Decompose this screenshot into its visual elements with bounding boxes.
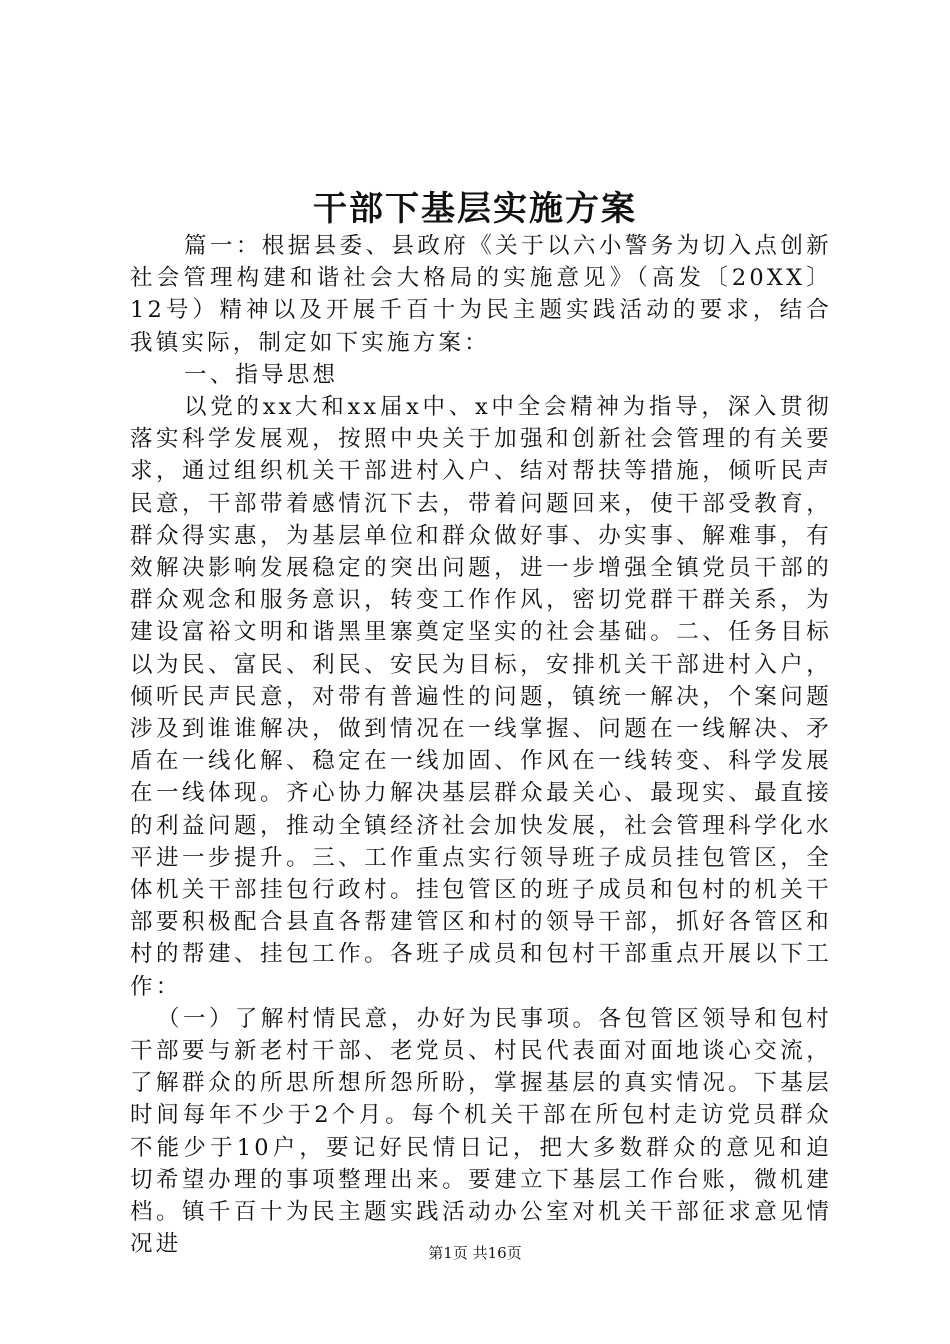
document-body — [130, 230, 832, 1261]
page-footer: 第1页 共16页 — [428, 1244, 522, 1262]
document-title: 干部下基层实施方案 — [313, 189, 637, 229]
heading-guiding-ideology: 一、指导思想 — [184, 361, 339, 388]
paragraph-guiding-ideology: 以党的xx大和xx届x中、x中全会精神为指导，深入贯彻落实科学发展观，按照中央关于加强和创新社会管理的有关要求，通过组织机关干部进村入户、结对帮扶等措施，倾听民声民意，干部带着感情沉下去，带着问题回来，使干部受教育，群众得实惠，为基层单位和群众做好事、办实事、解难事，有效解决影响发展稳定的突出问题，进一步增强全镇党员干部的群众观念和服务意识，转变工作作风，密切党群干群关系，为建设富裕文明和谐黑里寨奠定坚实的社会基础。二、任务目标以为民、富民、利民、安民为目标，安排机关干部进村入户，倾听民声民意，对带有普遍性的问题，镇统一解决，个案问题涉及到谁谁解决，做到情况在一线掌握、问题在一线解决、矛盾在一线化解、稳定在一线加固、作风在一线转变、科学发展在一线体现。齐心协力解决基层群众最关心、最现实、最直接的利益问题，推动全镇经济社会加快发展，社会管理科学化水平进一步提升。三、工作重点实行领导班子成员挂包管区，全体机关干部挂包行政村。挂包管区的班子成员和包村的机关干部要积极配合县直各帮建管区和村的领导干部，抓好各管区和村的帮建、挂包工作。各班子成员和包村干部重点开展以下工作： — [130, 394, 832, 1000]
paragraph-item-one: （一）了解村情民意，办好为民事项。各包管区领导和包村干部要与新老村干部、老党员、村民代表面对面地谈心交流，了解群众的所思所想所怨所盼，掌握基层的真实情况。下基层时间每年不少于2个月。每个机关干部在所包村走访党员群众不能少于10户，要记好民情日记，把大多数群众的意见和迫切希望办理的事项整理出来。要建立下基层工作台账，微机建档。镇千百十为民主题实践活动办公室对机关干部征求意见情况进 — [130, 1005, 832, 1258]
paragraph-intro: 篇一：根据县委、县政府《关于以六小警务为切入点创新社会管理构建和谐社会大格局的实施意见》（高发〔20XX〕12号）精神以及开展千百十为民主题实践活动的要求，结合我镇实际，制定如下实施方案： — [130, 233, 832, 356]
